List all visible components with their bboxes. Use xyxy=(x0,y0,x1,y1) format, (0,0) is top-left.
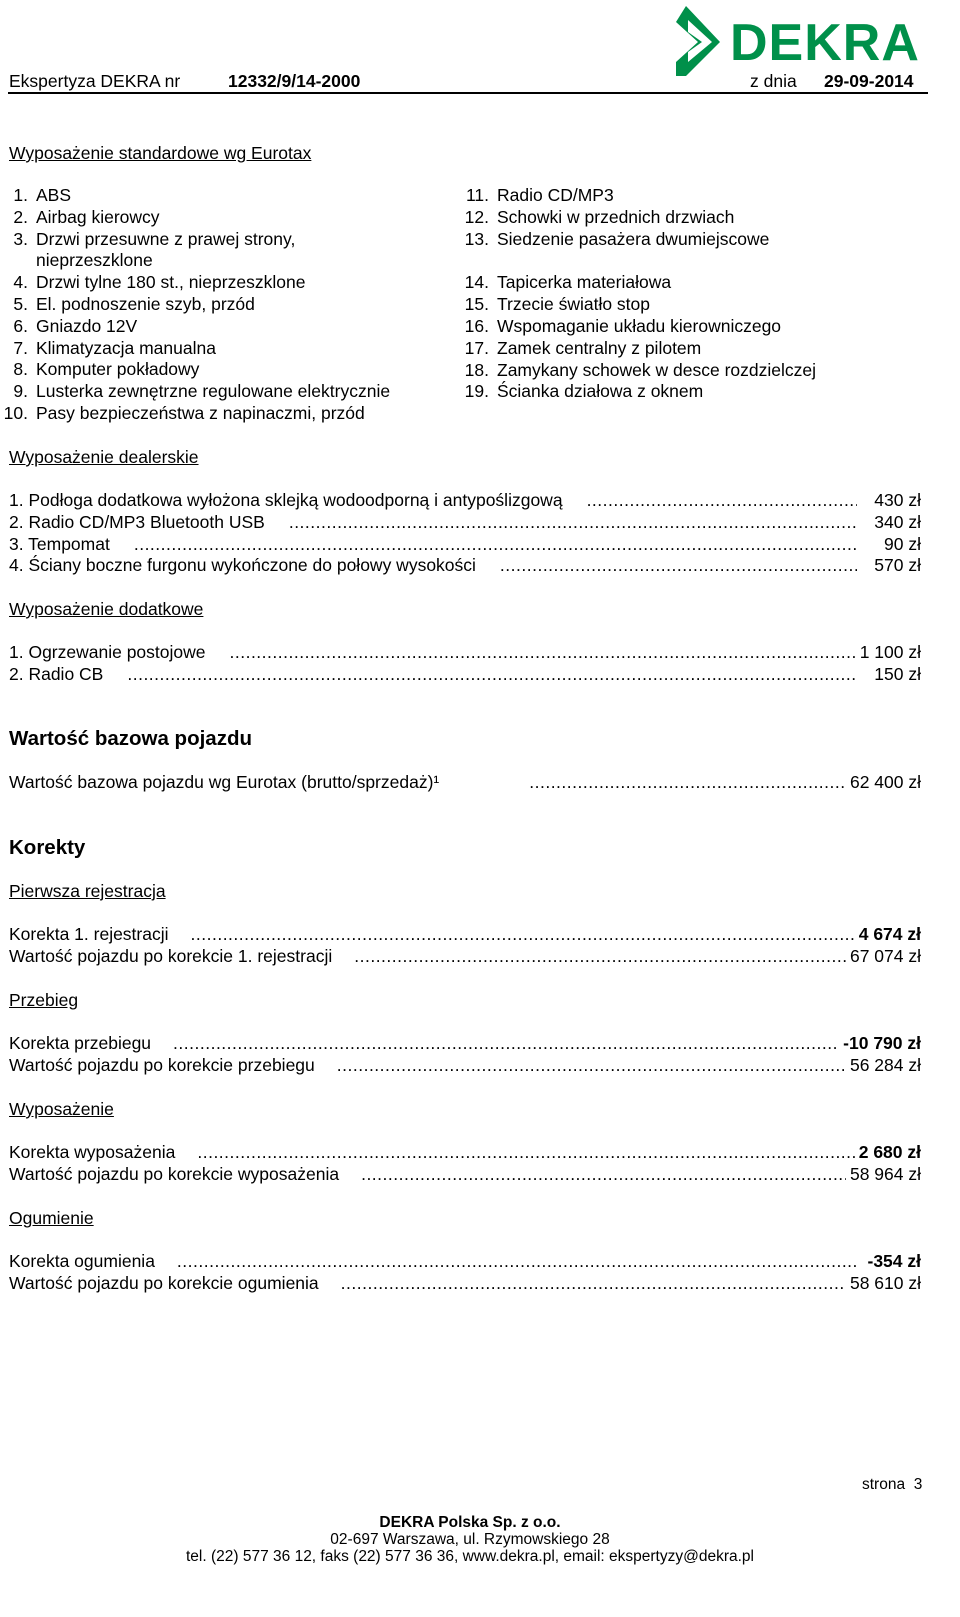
item-text: Tapicerka materiałowa xyxy=(497,272,672,292)
dealer-equipment-item xyxy=(9,533,921,555)
dekra-logo-icon xyxy=(676,6,928,78)
item-text: Siedzenie pasażera dwumiejscowe xyxy=(497,229,770,249)
item-number: 13. xyxy=(464,229,489,249)
footer-address: 02-697 Warszawa, ul. Rzymowskiego 28 xyxy=(330,1531,610,1548)
leader-dots xyxy=(354,945,846,967)
item-number: 2. xyxy=(13,206,28,227)
standard-equipment-item xyxy=(0,184,71,206)
standard-equipment-item xyxy=(0,337,216,359)
footer-contact: tel. (22) 577 36 12, faks (22) 577 36 36, www.dekra.pl, email: ekspertyzy@dekra.pl xyxy=(186,1548,754,1565)
standard-equipment-item xyxy=(461,184,614,206)
row-label: Wartość pojazdu po korekcie ogumienia xyxy=(9,1272,319,1293)
correction-row xyxy=(9,923,921,945)
correction-row xyxy=(9,1163,921,1185)
leader-dots xyxy=(127,663,857,685)
item-number: 6. xyxy=(13,315,28,336)
item-text: Klimatyzacja manualna xyxy=(36,337,216,358)
row-label: 1. Podłoga dodatkowa wyłożona sklejką wodoodporną i antypoślizgową xyxy=(9,490,563,510)
correction-group-title: Przebieg xyxy=(9,990,79,1010)
correction-group-title: Pierwsza rejestracja xyxy=(9,881,166,901)
standard-equipment-title: Wyposażenie standardowe wg Eurotax xyxy=(9,143,312,163)
row-label: 3. Tempomat xyxy=(9,533,110,554)
item-number: 11. xyxy=(465,185,489,205)
standard-equipment-item xyxy=(461,359,816,381)
item-number: 4. xyxy=(13,272,28,293)
page-label: strona xyxy=(862,1476,906,1493)
row-value: 340 zł xyxy=(874,511,921,532)
standard-equipment-item xyxy=(0,206,160,228)
leader-dots xyxy=(529,771,846,793)
row-value: 56 284 zł xyxy=(849,1054,921,1075)
svg-text:DEKRA: DEKRA xyxy=(730,14,920,72)
item-text: Zamykany schowek w desce rozdzielczej xyxy=(497,360,817,380)
standard-equipment-item xyxy=(0,358,199,380)
correction-row xyxy=(9,1141,921,1163)
item-number: 15. xyxy=(464,294,489,314)
dealer-equipment-title: Wyposażenie dealerskie xyxy=(9,447,199,467)
item-number: 18. xyxy=(464,360,489,380)
additional-equipment-title: Wyposażenie dodatkowe xyxy=(9,599,204,619)
base-value-row xyxy=(9,771,921,793)
row-value: 570 zł xyxy=(874,555,921,576)
row-value: 430 zł xyxy=(874,490,921,510)
item-text: Wspomaganie układu kierowniczego xyxy=(497,316,782,336)
item-number: 1. xyxy=(13,185,28,205)
item-text: Airbag kierowcy xyxy=(36,206,160,227)
row-label: Wartość pojazdu po korekcie przebiegu xyxy=(9,1054,315,1075)
report-date: 29-09-2014 xyxy=(824,71,914,91)
item-text: Drzwi tylne 180 st., nieprzeszklone xyxy=(36,272,306,293)
row-label: 4. Ściany boczne furgonu wykończone do połowy wysokości xyxy=(9,555,476,576)
corrections-title: Korekty xyxy=(9,836,86,859)
item-number: 19. xyxy=(464,381,489,401)
standard-equipment-item xyxy=(0,271,305,293)
row-label: Korekta ogumienia xyxy=(9,1251,155,1271)
row-label: Korekta 1. rejestracji xyxy=(9,924,169,944)
item-text: Drzwi przesuwne z prawej strony, xyxy=(36,228,296,249)
base-value-title: Wartość bazowa pojazdu xyxy=(9,727,252,750)
row-value: 67 074 zł xyxy=(849,945,921,966)
header-rule xyxy=(8,92,928,94)
row-value: 150 zł xyxy=(874,663,921,684)
correction-group-title: Wyposażenie xyxy=(9,1099,114,1119)
row-value: 1 100 zł xyxy=(859,642,921,662)
correction-row xyxy=(9,945,921,967)
additional-equipment-item xyxy=(9,641,921,663)
leader-dots xyxy=(134,533,857,555)
standard-equipment-item xyxy=(461,228,769,250)
row-value: -10 790 zł xyxy=(843,1033,921,1053)
correction-group-title: Ogumienie xyxy=(9,1208,94,1228)
item-number: 5. xyxy=(13,294,28,314)
standard-equipment-item xyxy=(461,337,701,359)
item-text: El. podnoszenie szyb, przód xyxy=(36,294,255,314)
base-value-amount: 62 400 zł xyxy=(849,772,921,792)
base-value-label: Wartość bazowa pojazdu wg Eurotax (brutto/sprzedaż)¹ xyxy=(9,772,440,792)
correction-row xyxy=(9,1032,921,1054)
item-number: 16. xyxy=(464,316,489,336)
item-text: Schowki w przednich drzwiach xyxy=(497,207,735,227)
row-label: Korekta przebiegu xyxy=(9,1033,152,1053)
standard-equipment-item xyxy=(0,293,255,315)
row-label: 1. Ogrzewanie postojowe xyxy=(9,642,206,662)
standard-equipment-item xyxy=(0,315,137,337)
item-text: Pasy bezpieczeństwa z napinaczmi, przód xyxy=(36,403,365,423)
row-label: 2. Radio CD/MP3 Bluetooth USB xyxy=(9,511,265,532)
standard-equipment-item xyxy=(0,380,390,402)
footer-company: DEKRA Polska Sp. z o.o. xyxy=(379,1514,561,1531)
item-text: Trzecie światło stop xyxy=(497,294,651,314)
row-label: Wartość pojazdu po korekcie wyposażenia xyxy=(9,1163,340,1184)
dealer-equipment-item xyxy=(9,489,921,511)
leader-dots xyxy=(191,923,855,945)
item-number: 17. xyxy=(464,338,489,358)
standard-equipment-item xyxy=(0,402,365,424)
page-number xyxy=(862,1476,922,1494)
leader-dots xyxy=(177,1250,857,1272)
item-number: 12. xyxy=(464,207,489,227)
leader-dots xyxy=(341,1272,846,1294)
leader-dots xyxy=(500,554,857,576)
report-number: 12332/9/14-2000 xyxy=(228,71,361,91)
standard-equipment-item xyxy=(461,206,734,228)
item-text: Gniazdo 12V xyxy=(36,315,138,336)
leader-dots xyxy=(361,1163,846,1185)
standard-equipment-item xyxy=(461,293,650,315)
report-prefix: Ekspertyza DEKRA nr xyxy=(9,71,181,91)
item-number: 7. xyxy=(13,337,28,358)
standard-equipment-item xyxy=(0,228,295,250)
leader-dots xyxy=(173,1032,839,1054)
row-label: 2. Radio CB xyxy=(9,663,104,684)
leader-dots xyxy=(197,1141,854,1163)
correction-row xyxy=(9,1250,921,1272)
item-number: 14. xyxy=(464,272,489,292)
standard-equipment-item xyxy=(0,249,153,271)
item-text: Komputer pokładowy xyxy=(36,359,200,380)
dealer-equipment-item xyxy=(9,511,921,533)
leader-dots xyxy=(289,511,857,533)
correction-row xyxy=(9,1272,921,1294)
row-value: 2 680 zł xyxy=(858,1142,921,1162)
standard-equipment-item xyxy=(461,271,671,293)
item-text: Lusterka zewnętrzne regulowane elektrycznie xyxy=(36,381,391,402)
leader-dots xyxy=(230,641,856,663)
item-text: ABS xyxy=(36,185,72,205)
date-label: z dnia xyxy=(750,71,797,91)
item-text: Zamek centralny z pilotem xyxy=(497,338,702,358)
row-label: Korekta wyposażenia xyxy=(9,1142,176,1162)
item-number: 10. xyxy=(3,403,28,423)
item-text: nieprzeszklone xyxy=(36,250,153,271)
item-text: Ścianka działowa z oknem xyxy=(497,381,704,401)
item-number: 8. xyxy=(13,359,28,380)
dekra-logo xyxy=(676,6,928,78)
standard-equipment-item xyxy=(461,315,781,337)
row-value: 58 964 zł xyxy=(849,1163,921,1184)
row-value: 4 674 zł xyxy=(858,924,921,944)
row-label: Wartość pojazdu po korekcie 1. rejestracji xyxy=(9,945,333,966)
row-value: -354 zł xyxy=(867,1251,921,1271)
item-text: Radio CD/MP3 xyxy=(497,185,614,205)
item-number: 9. xyxy=(13,381,28,402)
correction-row xyxy=(9,1054,921,1076)
dealer-equipment-item xyxy=(9,554,921,576)
item-number: 3. xyxy=(13,228,28,249)
row-value: 58 610 zł xyxy=(849,1272,921,1293)
additional-equipment-item xyxy=(9,663,921,685)
leader-dots xyxy=(587,489,857,511)
leader-dots xyxy=(337,1054,846,1076)
page-number-value: 3 xyxy=(913,1476,923,1493)
row-value: 90 zł xyxy=(884,533,921,554)
standard-equipment-item xyxy=(461,380,703,402)
